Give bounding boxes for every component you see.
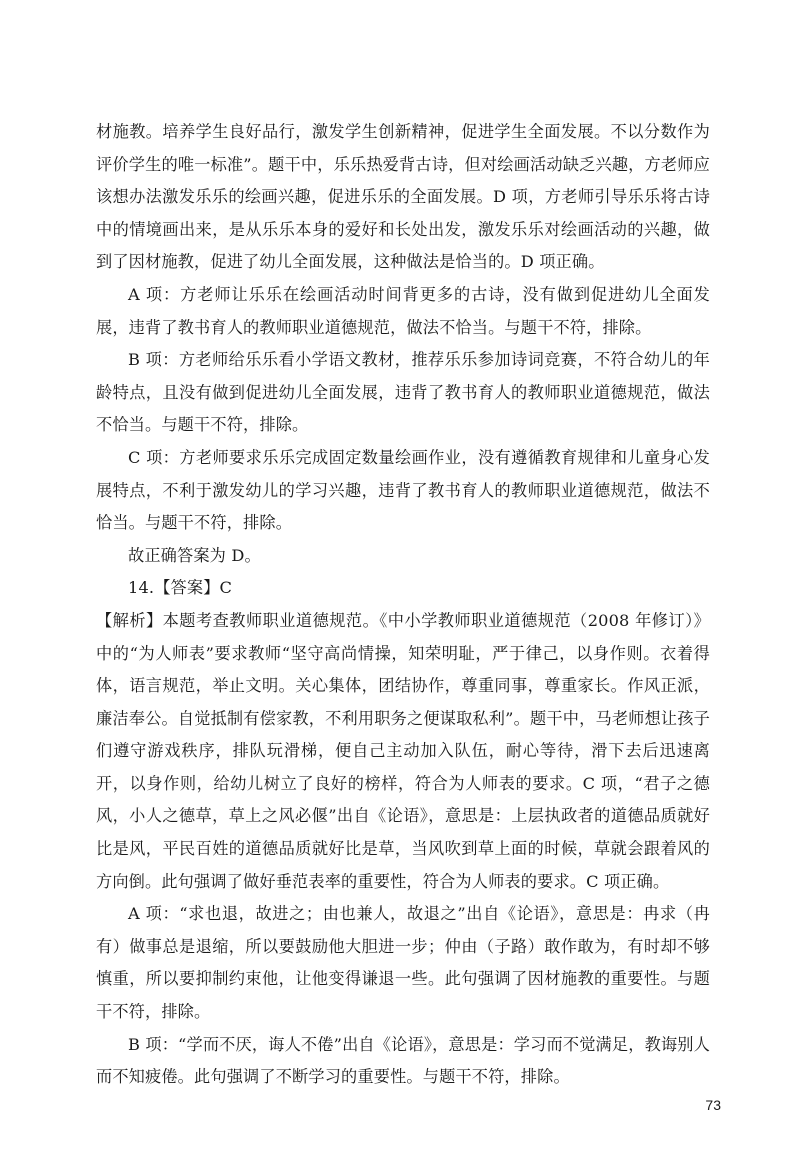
question-14-option-a-analysis: A 项：“求也退，故进之；由也兼人，故退之”出自《论语》，意思是：冉求（冉有）做事总是退缩，所以要鼓励他大胆进一步；仲由（子路）敢作敢为，有时却不够慎重，所以要抑制约束他，让他变得谦退一些。此句强调了因材施教的重要性。与题干不符，排除。 (96, 904, 710, 1022)
question-14-analysis: 【解析】本题考查教师职业道德规范。《中小学教师职业道德规范（2008 年修订）》中的“为人师表”要求教师“坚守高尚情操，知荣明耻，严于律己，以身作则。衣着得体，语言规范，举止文明。关心集体，团结协作，尊重同事，尊重家长。作风正派，廉洁奉公。自觉抵制有偿家教，不利用职务之便谋取私利”。题干中，马老师想让孩子们遵守游戏秩序，排队玩滑梯，便自己主动加入队伍，耐心等待，滑下去后迅速离开，以身作则，给幼儿树立了良好的榜样，符合为人师表的要求。C 项，“君子之德风，小人之德草，草上之风必偃”出自《论语》，意思是：上层执政者的道德品质就好比是风，平民百姓的道德品质就好比是草，当风吹到草上面的时候，草就会跟着风的方向倒。此句强调了做好垂范表率的重要性，符合为人师表的要求。C 项正确。 (96, 610, 710, 891)
question-14-option-b-analysis: B 项：“学而不厌，诲人不倦”出自《论语》，意思是：学习而不觉满足，教诲别人而不知疲倦。此句强调了不断学习的重要性。与题干不符，排除。 (96, 1034, 710, 1087)
paragraph-correct-answer: 故正确答案为 D。 (128, 545, 261, 565)
page-number: 73 (705, 1097, 721, 1113)
answer-explanation-text (96, 116, 710, 1094)
question-14-answer: 14.【答案】C (128, 578, 233, 598)
paragraph-continuation: 材施教。培养学生良好品行，激发学生创新精神，促进学生全面发展。不以分数作为评价学生的唯一标准”。题干中，乐乐热爱背古诗，但对绘画活动缺乏兴趣，方老师应该想办法激发乐乐的绘画兴趣，促进乐乐的全面发展。D 项，方老师引导乐乐将古诗中的情境画出来，是从乐乐本身的爱好和长处出发，激发乐乐对绘画活动的兴趣，做到了因材施教，促进了幼儿全面发展，这种做法是恰当的。D 项正确。 (96, 122, 710, 272)
paragraph-option-a-analysis: A 项：方老师让乐乐在绘画活动时间背更多的古诗，没有做到促进幼儿全面发展，违背了教书育人的教师职业道德规范，做法不恰当。与题干不符，排除。 (96, 284, 710, 337)
paragraph-option-c-analysis: C 项：方老师要求乐乐完成固定数量绘画作业，没有遵循教育规律和儿童身心发展特点，不利于激发幼儿的学习兴趣，违背了教书育人的教师职业道德规范，做法不恰当。与题干不符，排除。 (96, 447, 710, 533)
paragraph-option-b-analysis: B 项：方老师给乐乐看小学语文教材，推荐乐乐参加诗词竞赛，不符合幼儿的年龄特点，且没有做到促进幼儿全面发展，违背了教书育人的教师职业道德规范，做法不恰当。与题干不符，排除。 (96, 350, 710, 435)
